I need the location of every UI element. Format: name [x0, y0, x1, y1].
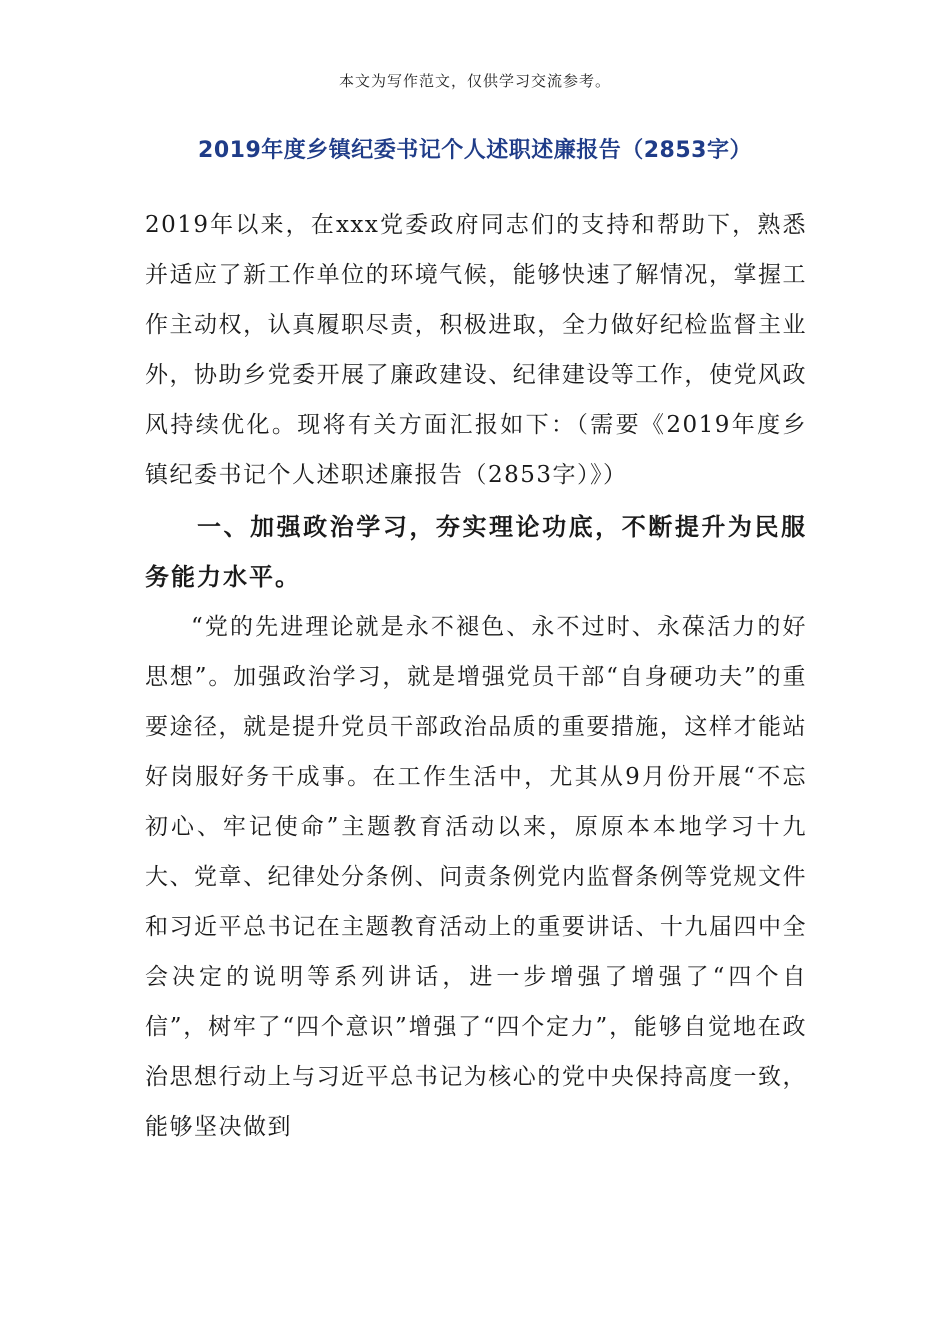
section-1-paragraph: “党的先进理论就是永不褪色、永不过时、永葆活力的好思想”。加强政治学习，就是增强党员干部“自身硬功夫”的重要途径，就是提升党员干部政治品质的重要措施，这样才能站好岗服好务干成事。在工作生活中，尤其从9月份开展“不忘初心、牢记使命”主题教育活动以来，原原本本地学习十九大、党章、纪律处分条例、问责条例党内监督条例等党规文件和习近平总书记在主题教育活动上的重要讲话、十九届四中全会决定的说明等系列讲话，进一步增强了增强了“四个自信”，树牢了“四个意识”增强了“四个定力”，能够自觉地在政治思想行动上与习近平总书记为核心的党中央保持高度一致，能够坚决做到: [145, 614, 807, 1140]
section-1-heading: 一、加强政治学习，夯实理论功底，不断提升为民服务能力水平。: [145, 513, 807, 591]
header-note: 本文为写作范文，仅供学习交流参考。: [338, 72, 611, 90]
document-body: [145, 200, 807, 1152]
intro-paragraph: 2019年以来，在xxx党委政府同志们的支持和帮助下，熟悉并适应了新工作单位的环境气候，能够快速了解情况，掌握工作主动权，认真履职尽责，积极进取，全力做好纪检监督主业外，协助乡党委开展了廉政建设、纪律建设等工作，使党风政风持续优化。现将有关方面汇报如下：（需要《2019年度乡镇纪委书记个人述职述廉报告（2853字）》）: [145, 212, 807, 488]
document-title: 2019年度乡镇纪委书记个人述职述廉报告（2853字）: [198, 138, 752, 163]
